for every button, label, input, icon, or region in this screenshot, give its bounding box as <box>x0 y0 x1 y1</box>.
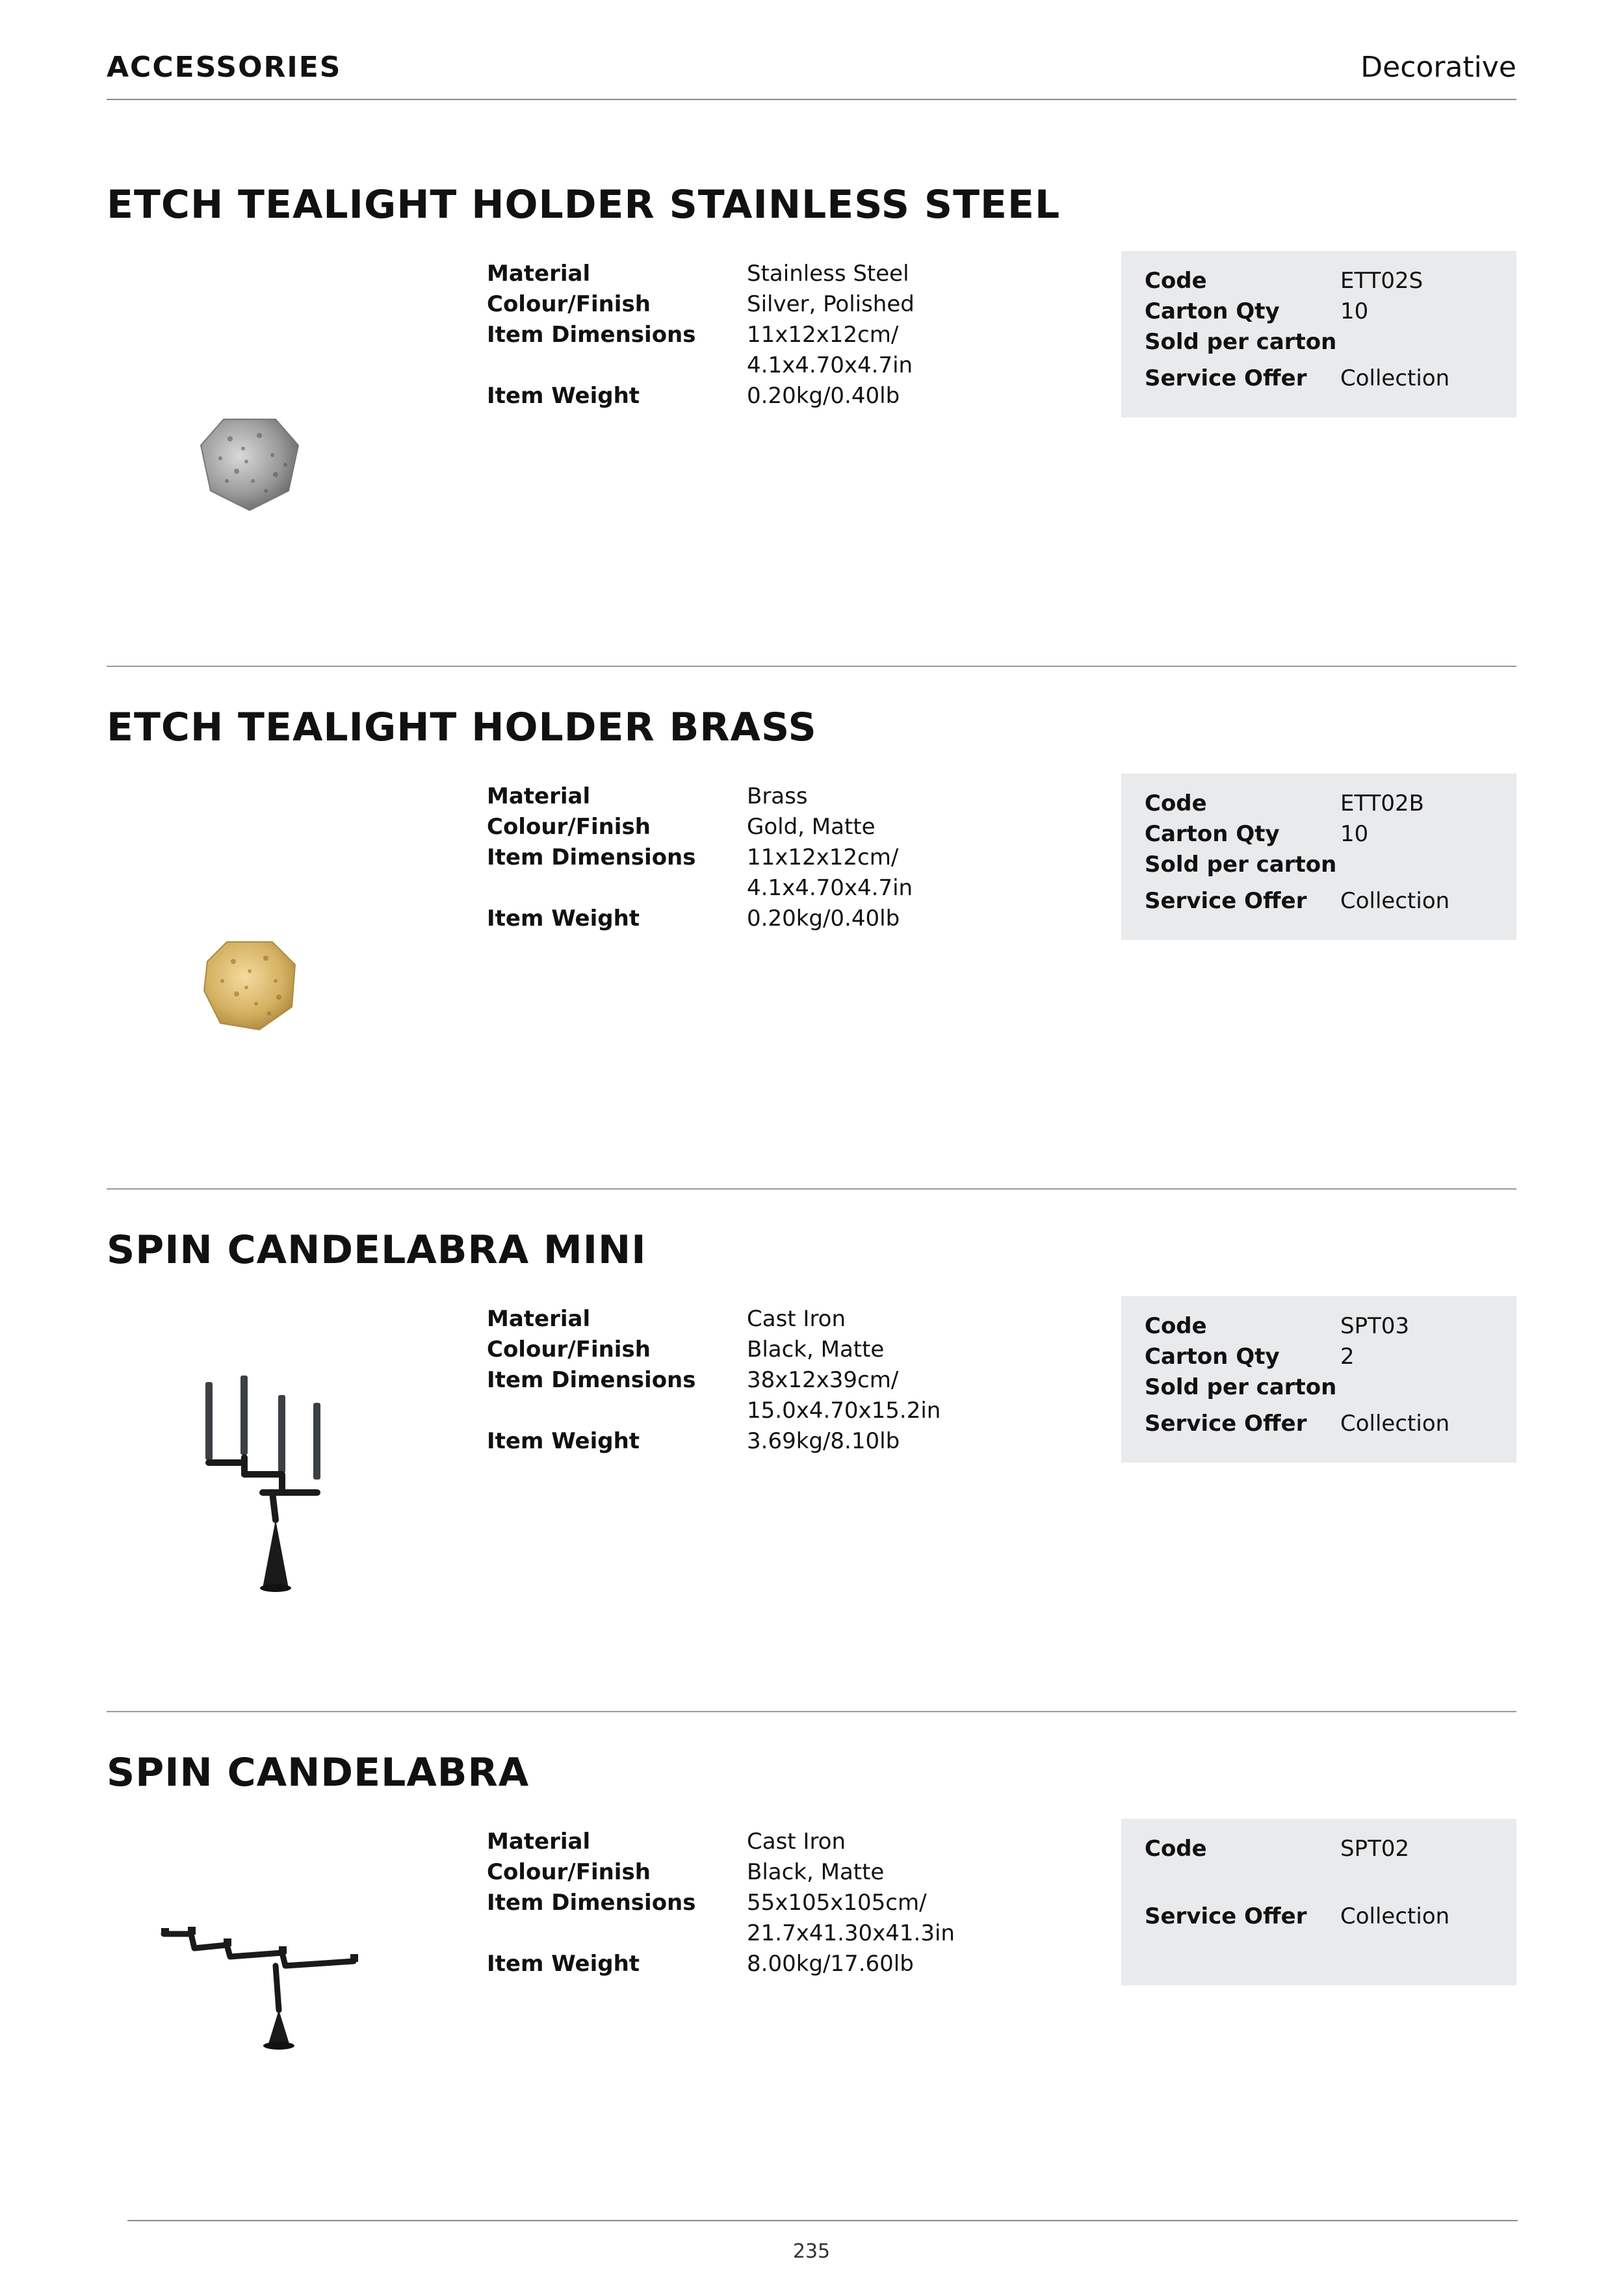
product-title: ETCH TEALIGHT HOLDER BRASS <box>107 705 817 750</box>
service-offer-label: Service Offer <box>1145 888 1307 914</box>
dimensions-in: 15.0x4.70x15.2in <box>747 1398 941 1424</box>
page-number: 235 <box>792 2240 831 2263</box>
spin-candelabra-mini-icon <box>146 1325 354 1617</box>
material-label: Material <box>487 783 591 809</box>
carton-qty-value: 2 <box>1340 1344 1355 1370</box>
material-label: Material <box>487 1306 591 1332</box>
product-section-spin-mini <box>107 1227 1516 1750</box>
service-offer-value: Collection <box>1340 1411 1450 1437</box>
service-offer-label: Service Offer <box>1145 365 1307 391</box>
product-title: SPIN CANDELABRA <box>107 1750 530 1795</box>
product-section-spin-candelabra <box>107 1750 1516 2273</box>
dimensions-cm: 11x12x12cm/ <box>747 322 899 348</box>
section-divider <box>107 1188 1516 1190</box>
colour-finish-value: Black, Matte <box>747 1859 885 1885</box>
dimensions-in: 4.1x4.70x4.7in <box>747 352 913 378</box>
material-label: Material <box>487 261 591 287</box>
colour-finish-value: Gold, Matte <box>747 814 876 840</box>
colour-finish-value: Black, Matte <box>747 1337 885 1363</box>
colour-finish-label: Colour/Finish <box>487 814 651 840</box>
code-label: Code <box>1145 1313 1207 1339</box>
carton-qty-label: Carton Qty <box>1145 821 1280 847</box>
colour-finish-label: Colour/Finish <box>487 1337 651 1363</box>
code-value: SPT03 <box>1340 1313 1410 1339</box>
colour-finish-label: Colour/Finish <box>487 291 651 317</box>
carton-qty-value: 10 <box>1340 298 1369 324</box>
material-value: Cast Iron <box>747 1306 846 1332</box>
dimensions-value <box>747 320 913 381</box>
product-info-box <box>1121 1296 1516 1463</box>
dimensions-cm: 11x12x12cm/ <box>747 844 899 870</box>
dimensions-in: 4.1x4.70x4.7in <box>747 875 913 901</box>
dimensions-cm: 38x12x39cm/ <box>747 1367 899 1393</box>
product-info-box <box>1121 1819 1516 1985</box>
weight-value: 8.00kg/17.60lb <box>747 1951 914 1977</box>
carton-qty-label: Carton Qty <box>1145 1344 1280 1370</box>
section-divider <box>107 1711 1516 1712</box>
code-value: ETT02S <box>1340 268 1423 294</box>
carton-qty-label: Carton Qty <box>1145 298 1280 324</box>
weight-label: Item Weight <box>487 906 640 932</box>
product-section-etch-stainless <box>107 182 1516 705</box>
dimensions-value <box>747 842 913 904</box>
subcategory-title: Decorative <box>1360 51 1516 84</box>
dimensions-in: 21.7x41.30x41.3in <box>747 1920 955 1946</box>
material-value: Cast Iron <box>747 1829 846 1855</box>
weight-value: 0.20kg/0.40lb <box>747 906 900 932</box>
service-offer-label: Service Offer <box>1145 1903 1307 1929</box>
product-section-etch-brass <box>107 705 1516 1227</box>
carton-qty-value: 10 <box>1340 821 1369 847</box>
code-value: ETT02B <box>1340 790 1425 816</box>
dimensions-cm: 55x105x105cm/ <box>747 1890 927 1916</box>
product-info-box <box>1121 774 1516 940</box>
product-title: ETCH TEALIGHT HOLDER STAINLESS STEEL <box>107 182 1061 228</box>
weight-label: Item Weight <box>487 383 640 409</box>
etch-tealight-stainless-icon <box>146 280 354 572</box>
dimensions-label: Item Dimensions <box>487 1367 696 1393</box>
weight-label: Item Weight <box>487 1951 640 1977</box>
weight-label: Item Weight <box>487 1428 640 1454</box>
dimensions-label: Item Dimensions <box>487 322 696 348</box>
weight-value: 0.20kg/0.40lb <box>747 383 900 409</box>
service-offer-value: Collection <box>1340 365 1450 391</box>
sold-per-carton-label: Sold per carton <box>1145 852 1337 878</box>
sold-per-carton-label: Sold per carton <box>1145 329 1337 355</box>
material-value: Stainless Steel <box>747 261 909 287</box>
category-title: ACCESSORIES <box>107 51 342 84</box>
service-offer-value: Collection <box>1340 1903 1450 1929</box>
service-offer-label: Service Offer <box>1145 1411 1307 1437</box>
dimensions-value <box>747 1365 941 1426</box>
colour-finish-value: Silver, Polished <box>747 291 915 317</box>
etch-tealight-brass-icon <box>146 802 354 1095</box>
material-value: Brass <box>747 783 808 809</box>
colour-finish-label: Colour/Finish <box>487 1859 651 1885</box>
code-label: Code <box>1145 790 1207 816</box>
sold-per-carton-label: Sold per carton <box>1145 1374 1337 1400</box>
product-title: SPIN CANDELABRA MINI <box>107 1227 647 1273</box>
spin-candelabra-icon <box>159 1847 406 2140</box>
footer-divider <box>127 2220 1518 2221</box>
dimensions-label: Item Dimensions <box>487 844 696 870</box>
material-label: Material <box>487 1829 591 1855</box>
page-header <box>107 47 1516 100</box>
dimensions-value <box>747 1888 955 1949</box>
weight-value: 3.69kg/8.10lb <box>747 1428 900 1454</box>
code-label: Code <box>1145 1836 1207 1862</box>
code-value: SPT02 <box>1340 1836 1410 1862</box>
section-divider <box>107 666 1516 667</box>
product-info-box <box>1121 251 1516 417</box>
code-label: Code <box>1145 268 1207 294</box>
dimensions-label: Item Dimensions <box>487 1890 696 1916</box>
service-offer-value: Collection <box>1340 888 1450 914</box>
